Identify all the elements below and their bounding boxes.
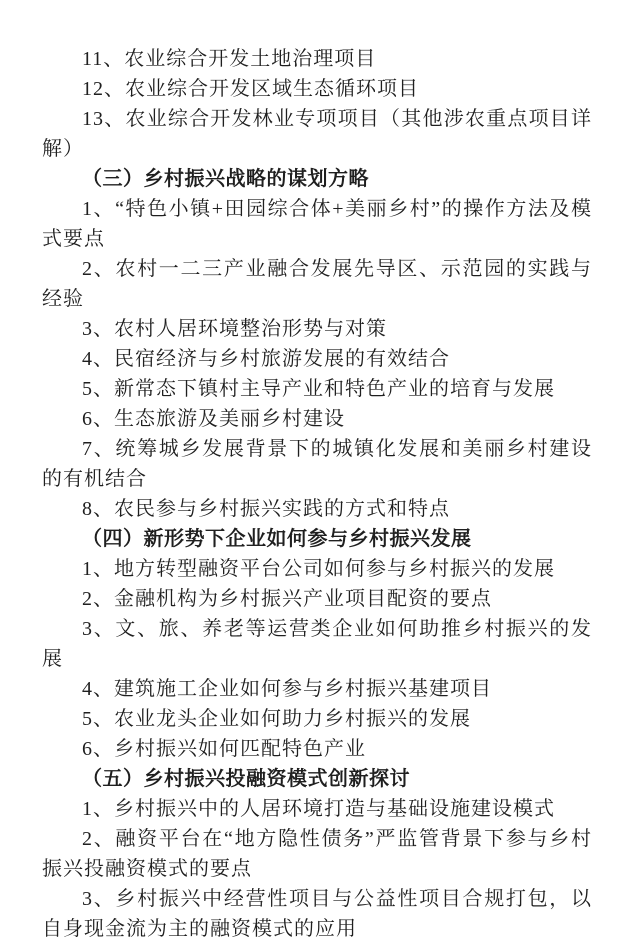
outline-item: 4、民宿经济与乡村旅游发展的有效结合 bbox=[82, 348, 450, 370]
outline-item: 8、农民参与乡村振兴实践的方式和特点 bbox=[82, 498, 450, 520]
outline-item: 2、农村一二三产业融合发展先导区、示范园的实践与经验 bbox=[42, 258, 592, 310]
outline-item: 1、地方转型融资平台公司如何参与乡村振兴的发展 bbox=[82, 558, 555, 580]
outline-item: 6、乡村振兴如何匹配特色产业 bbox=[82, 738, 366, 760]
outline-item: 2、金融机构为乡村振兴产业项目配资的要点 bbox=[82, 588, 492, 610]
outline-item: 2、融资平台在“地方隐性债务”严监管背景下参与乡村振兴投融资模式的要点 bbox=[42, 828, 592, 880]
outline-item: 1、乡村振兴中的人居环境打造与基础设施建设模式 bbox=[82, 798, 555, 820]
outline-item: 5、农业龙头企业如何助力乡村振兴的发展 bbox=[82, 708, 471, 730]
outline-item: 7、统筹城乡发展背景下的城镇化发展和美丽乡村建设的有机结合 bbox=[42, 438, 592, 490]
outline-item: 1、“特色小镇+田园综合体+美丽乡村”的操作方法及模式要点 bbox=[42, 198, 592, 250]
outline-item: 12、农业综合开发区域生态循环项目 bbox=[82, 78, 419, 100]
outline-item: 13、农业综合开发林业专项项目（其他涉农重点项目详解） bbox=[42, 108, 592, 160]
outline-item: 5、新常态下镇村主导产业和特色产业的培育与发展 bbox=[82, 378, 555, 400]
outline-item: 3、农村人居环境整治形势与对策 bbox=[82, 318, 387, 340]
outline-item: 3、文、旅、养老等运营类企业如何助推乡村振兴的发展 bbox=[42, 618, 592, 670]
section-heading-4: （四）新形势下企业如何参与乡村振兴发展 bbox=[82, 528, 472, 550]
outline-item: 11、农业综合开发土地治理项目 bbox=[82, 48, 377, 70]
section-heading-3: （三）乡村振兴战略的谋划方略 bbox=[82, 168, 369, 190]
outline-item: 6、生态旅游及美丽乡村建设 bbox=[82, 408, 345, 430]
document-body bbox=[42, 44, 592, 944]
outline-item: 4、建筑施工企业如何参与乡村振兴基建项目 bbox=[82, 678, 492, 700]
outline-item: 3、乡村振兴中经营性项目与公益性项目合规打包，以自身现金流为主的融资模式的应用 bbox=[42, 888, 592, 940]
section-heading-5: （五）乡村振兴投融资模式创新探讨 bbox=[82, 768, 410, 790]
